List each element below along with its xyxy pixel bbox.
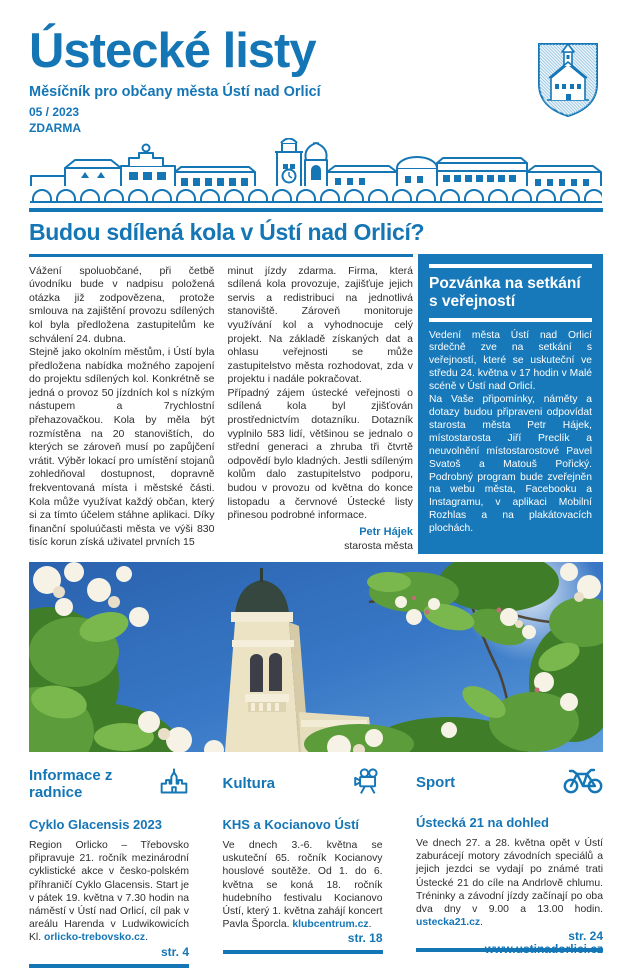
page-title: Ústecké listy [29, 24, 316, 78]
section-label: Sport [416, 774, 456, 792]
masthead-subtitle: Měsíčník pro občany města Ústí nad Orlicí [29, 83, 321, 100]
website-url[interactable]: www.ustinadorlici.cz [484, 942, 603, 957]
lead-headline: Budou sdílená kola v Ústí nad Orlicí? [29, 218, 425, 245]
invite-body [429, 330, 592, 537]
article-title: Cyklo Glacensis 2023 [29, 817, 162, 833]
article-teaser [223, 839, 383, 931]
author-role: starosta města [344, 540, 413, 553]
teaser-text: Region Orlicko – Třebovsko připravuje 21. ročník mezinárodní cyklistické akce v česko-polském příhraničí Cyklo Glacensis. Start je v pátek 19. května v 7.30 hodin na náměstí v Ústí nad Orlicí, cíl pak v areálu Harenda v Ludwikowicích Kl. [29, 840, 189, 944]
bicycle-icon [563, 766, 603, 799]
invite-paragraph: Vedení města Ústí nad Orlicí srdečně zve na setkání s veřejností, které se uskuteční ve středu 24. května v 17 hodin v Malé scéně v Ústí nad Orlicí. [429, 329, 592, 393]
town-skyline-illustration [29, 138, 603, 206]
invite-top-rule [429, 264, 592, 268]
section-label: Informace z radnice [29, 766, 113, 801]
section-bottom-rule [29, 964, 189, 968]
section-informace-z-radnice [29, 760, 189, 959]
article-title: KHS a Kocianovo Ústí [222, 817, 360, 833]
church-tower-photo [29, 562, 603, 752]
page-reference: str. 18 [347, 931, 383, 946]
lead-paragraph: Vážení spoluobčané, při četbě úvodníku bude v nadpisu položená otázka již zodpovězena, protože smlouva na zajištění provozu sdílených kol byla předložena zastupitelům ke schválení 24. dubna. [29, 264, 215, 345]
page-reference: str. 4 [160, 944, 189, 959]
lead-column-1 [29, 265, 215, 554]
lead-column-2 [228, 265, 414, 554]
article-teaser [29, 839, 189, 945]
link-suffix: . [145, 932, 148, 944]
page-reference: str. 24 [568, 929, 603, 944]
article-title: Ústecká 21 na dohled [416, 815, 549, 831]
masthead [29, 24, 603, 135]
article-teaser [416, 837, 603, 929]
section-bottom-rule [223, 950, 383, 954]
lead-paragraph: Případný zájem ústecké veřejnosti o sdílená kola byl zjišťován prostřednictvím dotazníku. Dotazník vyplnilo 583 lidí, většinou se jednalo o střední generaci a zhruba tři čtvrtě odpovědí bylo kladných. Jestli sdíleným kolům dalo zastupitelstvo podporu, budou v provozu od května do konce listopadu a červnové Ústecké listy přinesou podrobné informace. [227, 386, 413, 522]
teaser-text: Ve dnech 27. a 28. května opět v Ústí zaburácejí motory závodních speciálů a jejich jezdci se vydají po známé trati Ústecké 21 do cíle na Andrlově chlumu. Tréninky a závodní jízdy začínají po oba dva dny v 9.00 a 13.00 hodin. [416, 838, 603, 916]
article-link[interactable]: orlicko-trebovsko.cz [44, 932, 146, 944]
divider-rule [29, 208, 603, 212]
invite-title: Pozvánka na setkání s veřejností [429, 274, 581, 310]
city-coat-of-arms-icon [537, 42, 599, 123]
invite-paragraph: Na Vaše připomínky, náměty a dotazy budou připraveni odpovídat starosta města Petr Hájek, místostarosta Jiří Preclík a neuvolnění místostarostové Pavel Svatoš a Matouš Pořický. Podrobný program bude zveřejněn na webu města, Facebooku a Instagramu, v aplikaci Mobilní Rozhlas a na plakátovacích plochách. [429, 394, 592, 535]
film-camera-icon [353, 766, 383, 801]
public-meeting-invite-box [418, 254, 603, 554]
issue-number: 05 / 2023 [29, 104, 80, 119]
lead-paragraph: minut jízdy zdarma. Firma, která sdílená kola provozuje, zajišťuje jejich servis a redistribuci na jednotlivá stanoviště. Zároveň monitoruje využívání kol a vyhodnocuje celý projekt. Na základě získaných dat a ohlasu veřejnosti se může zastupitelstvo města rozhodovat, zda v projektu i nadále pokračovat. [227, 264, 413, 386]
section-sport [416, 760, 603, 944]
link-suffix: . [368, 919, 372, 931]
article-link[interactable]: ustecka21.cz [416, 917, 481, 929]
lead-paragraph: Stejně jako okolním městům, i Ústí byla předložena nabídka možného zapojení do projektu sdílených kol. Konkrétně se jedná o provoz 50 jízdních kol s nízkým nástupem a 7rychlostní přehazovačkou. Kola by měla být rozmístěna na 20 stanovištích, do kterých se zároveň musí po zapůjčení vrátit. Výběr lokací pro umístění stojanů zohledňoval dostupnost, dopravně frekventovaná místa i městské části. Kola může využívat každý občan, který si za tímto účelem stáhne aplikaci. Díky finanční spoluúčasti města ve výši 830 tisíc korun získá uživatel prvních 15 [29, 346, 215, 549]
town-hall-icon [159, 766, 189, 801]
author-name: Petr Hájek [359, 525, 413, 538]
headline-underline-rule [29, 254, 413, 257]
article-signature [228, 526, 414, 554]
invite-title-rule [429, 318, 592, 322]
teaser-text: Ve dnech 3.-6. května se uskuteční 65. ročník Kocianovy houslové soutěže. Od 1. do 6. května se koná 18. ročník hudebního festivalu Kocianovo Ústí, který 1. května zahájí koncert Pavla Šporcla. [222, 840, 383, 931]
price-label: ZDARMA [29, 120, 81, 135]
lead-article [29, 254, 413, 554]
section-label: Kultura [222, 775, 275, 793]
article-link[interactable]: klubcentrum.cz [292, 919, 369, 931]
link-suffix: . [480, 917, 484, 929]
lead-article-row [29, 254, 603, 554]
section-kultura [222, 760, 383, 946]
